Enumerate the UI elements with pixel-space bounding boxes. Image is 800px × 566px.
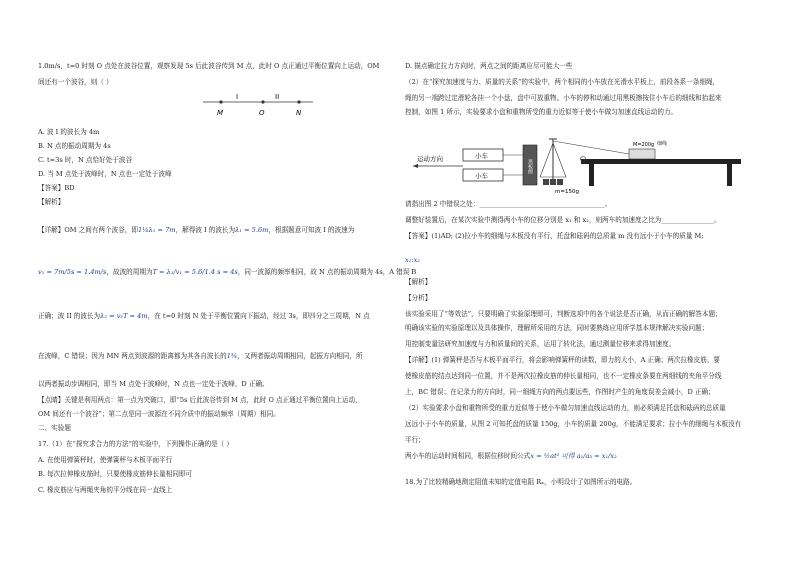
figure-1-carts bbox=[413, 145, 537, 185]
analysis-line-2: 明确该实验的实验原理以及具体操作，理解所采用的方法，同时要熟练应用所学基本规律解决实验问题； bbox=[405, 324, 709, 332]
detail-right-line-4: （2）实验要求小盘和重物所受的重力近似等于使小车做匀加速直线运动的力，则必须满足托盘和砝码的总质量 bbox=[405, 404, 726, 412]
analysis-sub-label: 【分析】 bbox=[405, 294, 432, 302]
formula-period: T = λ₁/v₁ = 5.6/1.4 s = 4s bbox=[152, 268, 238, 276]
analysis-label: 【解析】 bbox=[38, 198, 65, 206]
weight-3 bbox=[557, 179, 563, 185]
part2-line-1: （2）在“探究加速度与力、质量的关系”的实验中，两个相同的小车放在光滑水平板上，前段各系一条细绳， bbox=[405, 78, 720, 86]
eraser-label: 黑板擦 bbox=[527, 159, 533, 174]
wave-label-ii: II bbox=[275, 93, 280, 101]
motion-direction-label: 运动方向 bbox=[417, 155, 443, 163]
analysis-line-1: 该实验采用了“等效法”，只要明确了实验原理即可，判断选项中的各个说法是否正确，从而正确的解答本题； bbox=[405, 310, 722, 318]
q17-option-b: B. 每次拉伸橡皮筋时，只要使橡皮筋伸长量相同即可 bbox=[38, 470, 193, 478]
table-leg-right bbox=[727, 164, 732, 186]
question-continuation: 1.0m/s，t=0 时刻 O 点处在波谷位置，观察发现 5s 后此波谷传到 M 点，此时 O 点正通过平衡位置向上运动，OM bbox=[38, 62, 380, 70]
detail-line-1: 【详解】OM 之间有两个波谷，即1¼λ₁ = 7m，解得波 I 的波长为λ₁ = 5.6m，根据题意可知波 I 的波速为 bbox=[38, 226, 355, 234]
table-leg-left bbox=[589, 164, 594, 186]
key-point-line-1: 【点睛】关键是利用两点：第一点为突破口，即“5s 后此波谷传到 M 点，此时 O 点正通过平衡位置向上运动， bbox=[38, 396, 362, 404]
formula-displacement: x = ½at² 可得 a₁/a₂ = x₁/x₂ bbox=[530, 452, 617, 460]
acceleration-ratio-line: 调整好装置后，在某次实验中测得两小车的位移分别是 x₁ 和 x₂，则两车的加速度之比为________________。 bbox=[405, 216, 721, 224]
formula-speed-1: v₁ = 7m/5s = 1.4m/s bbox=[38, 268, 107, 276]
detail-line-3: 正确；波 II 的波长为λ₂ = v₂T = 4m，在 t=0 时刻 N 处于平衡位置向下振动，经过 3s，即四分之三周期，N 点 bbox=[38, 312, 370, 320]
option-d: D. 当 M 点处于波峰时，N 点也一定处于波峰 bbox=[38, 170, 172, 178]
detail-right-line-5: 远远小于小车的质量，从图 2 可知托盘的质量 150g，小车的质量 200g，不能满足要求；拉小车的细绳与木板没有 bbox=[405, 420, 742, 428]
cart-1-label: 小车 bbox=[475, 152, 488, 160]
cart-mass-label: M=200g bbox=[633, 142, 655, 148]
point-m-dot bbox=[219, 100, 222, 103]
detail-right-line-1: 【详解】(1) 弹簧秤是否与木板平面平行，将会影响弹簧秤的读数，即力的大小，A 正确；两次拉橡皮筋，要 bbox=[405, 356, 721, 364]
q17-option-c: C. 橡皮筋应与两绳夹角的平分线在同一直线上 bbox=[38, 486, 173, 494]
rope-label: 细线 bbox=[657, 141, 668, 147]
question-18: 18.为了比较精确地测定阻值未知的定值电阻 Rₓ，小明设计了如图所示的电路。 bbox=[405, 478, 637, 486]
point-n-label: N bbox=[296, 109, 302, 117]
answer-label: 【答案】BD bbox=[38, 184, 75, 192]
key-point-line-2: OM 间还有一个波谷”；第二点是同一波源在不同介质中的振动频率（周期）相同。 bbox=[38, 410, 280, 418]
formula-wavelength-relation: 1¼λ₁ = 7m bbox=[137, 226, 176, 234]
part2-line-2: 绳的另一端跨过定滑轮各挂一个小盘，盘中可放重物。小车的停和动通过用黑板擦按住小车后的细线和抬起来 bbox=[405, 94, 722, 102]
weight-1 bbox=[543, 179, 549, 185]
experiment-figures bbox=[405, 135, 765, 195]
section-heading-experiment: 二、实验题 bbox=[38, 424, 71, 432]
point-o-dot bbox=[261, 100, 264, 103]
wave-diagram bbox=[203, 92, 313, 118]
detail-right-line-7: 两小车的运动时间相同，根据位移时间公式x = ½at² 可得 a₁/a₂ = x₁/x₂ bbox=[405, 452, 617, 460]
point-m-label: M bbox=[217, 109, 224, 117]
part2-line-3: 控制，如图 1 所示，实验要求小盘和重物所受的重力近似等于使小车做匀加速直线运动的力。 bbox=[405, 108, 678, 116]
formula-fraction: 1¾ bbox=[226, 352, 238, 360]
detail-right-line-3: 上，BC 错误；在记录力的方向时，同一细绳方向的两点要远些，作图时产生的角度误差会减小，D 正确； bbox=[405, 388, 715, 396]
weight-2 bbox=[550, 179, 556, 185]
question-continuation-2: 间还有一个波谷，则（ ） bbox=[38, 78, 113, 86]
detail-line-2: v₁ = 7m/5s = 1.4m/s，故波的周期为T = λ₁/v₁ = 5.6/1.4 s = 4s，同一波源的频率相同，故 N 点的振动周期为 4s，A 错误 B bbox=[38, 268, 417, 276]
error-prompt-line: 请指出图 2 中错误之处：______________________________________。 bbox=[405, 200, 612, 208]
point-o-label: O bbox=[259, 109, 265, 117]
hanging-mass-label: m=150g bbox=[555, 189, 579, 195]
analysis-line-3: 用控制变量法研究加速度与力和质量间的关系，运用了转化法，通过测量位移来求得加速度。 bbox=[405, 340, 676, 348]
point-n-dot bbox=[297, 100, 300, 103]
cart-2-label: 小车 bbox=[475, 172, 488, 180]
option-a: A. 波 I 的波长为 4m bbox=[38, 128, 100, 136]
q17-option-a: A. 在使用弹簧秤时，使弹簧秤与木板平面平行 bbox=[38, 456, 173, 464]
option-b: B. N 点的振动周期为 4s bbox=[38, 142, 111, 150]
motion-arrow-head bbox=[413, 164, 418, 168]
rope-line bbox=[553, 141, 635, 155]
answer-line-17: 【答案】(1)AD; (2)拉小车的细绳与木板没有平行，托盘和砝码的总质量 m 没有远小于小车的质量 M; bbox=[405, 232, 704, 240]
option-c: C. t=3s 时，N 点恰好处于波谷 bbox=[38, 156, 133, 164]
analysis-label-right: 【解析】 bbox=[405, 278, 432, 286]
detail-line-4: 在波峰，C 错误；因为 MN 两点到波源的距离都为其各自波长的1¾，又两者振动周期相同，起振方向相同，所 bbox=[38, 352, 363, 360]
detail-line-5: 以两者振动步调相同，即当 M 点处于波峰时，N 点也一定处于波峰，D 正确。 bbox=[38, 380, 269, 388]
answer-ratio: x₁:x₂ bbox=[405, 256, 420, 264]
wave-label-i: I bbox=[236, 93, 239, 101]
figure-2-table-setup bbox=[540, 139, 741, 195]
right-column bbox=[405, 0, 765, 566]
cart-on-table bbox=[629, 149, 655, 159]
table-top bbox=[581, 159, 741, 164]
formula-wavelength-2: λ₂ = v₂T = 4m bbox=[100, 312, 148, 320]
detail-right-line-6: 平行； bbox=[405, 436, 425, 444]
q17-option-d: D. 描点确定拉力方向时，两点之间的距离应尽可能大一些 bbox=[405, 62, 573, 70]
detail-right-line-2: 使橡皮筋的结点达到同一位置，并不是两次拉橡皮筋的伸长量相同，也不一定橡皮条要在两细线的夹角平分线 bbox=[405, 372, 722, 380]
question-17: 17.（1）在“探究求合力的方法”的实验中，下列操作正确的是（ ） bbox=[38, 440, 233, 448]
formula-wavelength-1: λ₁ = 5.6m bbox=[235, 226, 269, 234]
